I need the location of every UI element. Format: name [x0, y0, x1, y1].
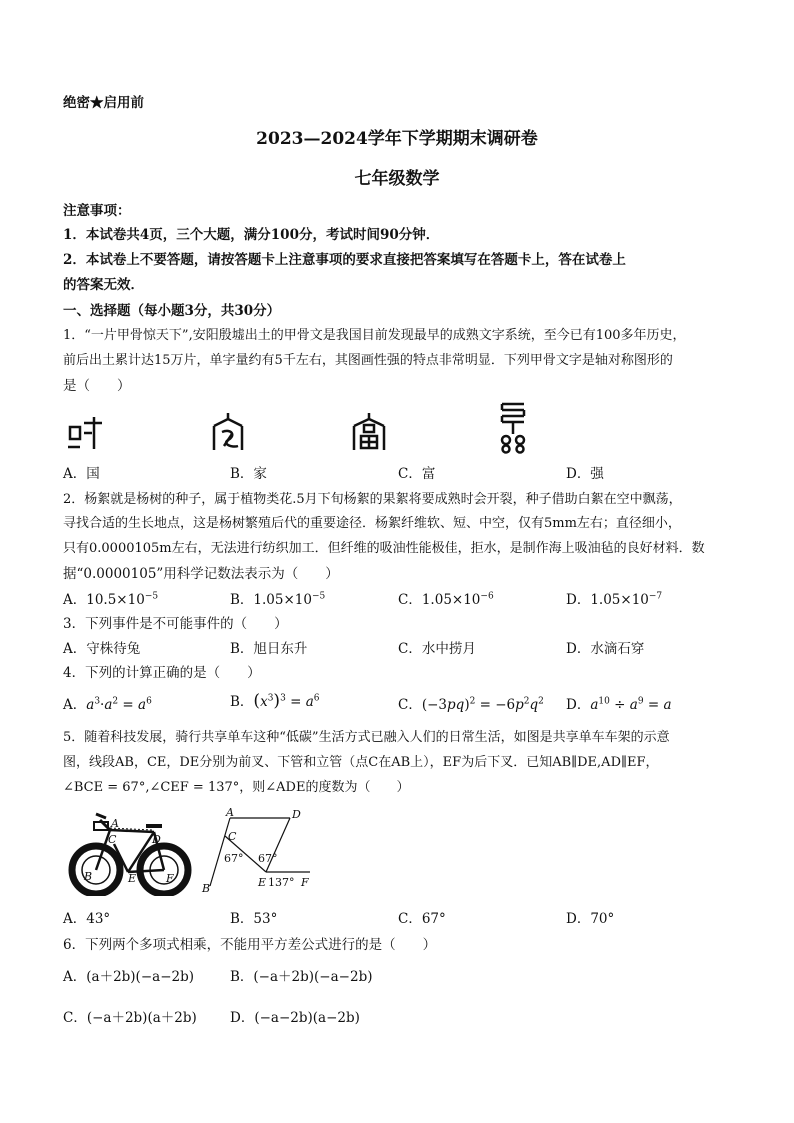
- q1-option-a[interactable]: A．国: [63, 466, 100, 482]
- q2-line-4: 据“0.0000105”用科学记数法表示为（ ）: [63, 566, 339, 582]
- notes-line-1: 1．本试卷共4页，三个大题，满分100分，考试时间90分钟．: [63, 227, 440, 243]
- angle-cef-label: 137°: [268, 876, 295, 889]
- q2-line-3: 只有0.0000105m左右，无法进行纺织加工．但纤维的吸油性能极佳，拒水，是制作海上吸油毡的良好材料．数: [63, 541, 705, 556]
- q6-option-a[interactable]: A．(a＋2b)(−a−2b): [63, 969, 194, 985]
- q6-option-d[interactable]: D．(−a−2b)(a−2b): [230, 1010, 360, 1026]
- angle-ced-label: 67°: [258, 852, 278, 865]
- exam-title: 2023—2024学年下学期期末调研卷: [256, 129, 538, 149]
- q5-option-d[interactable]: D．70°: [566, 911, 615, 927]
- bike-label-f: F: [166, 872, 174, 885]
- q3-option-b[interactable]: B．旭日东升: [230, 641, 308, 657]
- q6-line-1: 6．下列两个多项式相乘，不能用平方差公式进行的是（ ）: [63, 937, 437, 953]
- q5-option-a[interactable]: A．43°: [63, 911, 111, 927]
- q3-option-c[interactable]: C．水中捞月: [398, 641, 476, 657]
- oracle-glyph-fu-icon: [349, 410, 389, 454]
- q4-option-b[interactable]: B．$(x^3)^3 = a^6$: [230, 691, 320, 711]
- q1-line-1: 1．“一片甲骨惊天下”,安阳殷墟出土的甲骨文是我国目前发现最早的成熟文字系统，至今已有100多年历史，: [63, 328, 686, 343]
- q5-line-2: 图，线段AB，CE，DE分别为前叉、下管和立管（点C在AB上），EF为后下叉．已知AB∥DE,AD∥EF，: [63, 755, 659, 770]
- q6-option-b[interactable]: B．(−a＋2b)(−a−2b): [230, 969, 373, 985]
- q2-option-a[interactable]: A．$10.5\times 10^{-5}$: [63, 591, 159, 608]
- q4-option-a[interactable]: A．$a^3\cdot a^2 = a^6$: [63, 696, 152, 713]
- oracle-glyph-qiang-icon: [498, 400, 532, 454]
- bike-label-d: D: [152, 833, 161, 846]
- bike-label-a: A: [111, 817, 119, 830]
- q3-line-1: 3．下列事件是不可能事件的（ ）: [63, 616, 288, 632]
- label-d: D: [292, 808, 301, 821]
- bike-label-b: B: [84, 870, 93, 883]
- q5-option-c[interactable]: C．67°: [398, 911, 446, 927]
- q2-line-2: 寻找合适的生长地点，这是杨树繁殖后代的重要途径．杨絮纤维软、短、中空，仅有5mm左右；直径细小，: [63, 516, 681, 531]
- angle-bce-label: 67°: [224, 852, 244, 865]
- q5-line-1: 5．随着科技发展，骑行共享单车这种“低碳”生活方式已融入人们的日常生活，如图是共享单车车架的示意: [63, 730, 670, 745]
- notes-heading: 注意事项：: [63, 203, 131, 219]
- q1-option-d[interactable]: D．强: [566, 466, 604, 482]
- q5-option-b[interactable]: B．53°: [230, 911, 278, 927]
- q4-option-c[interactable]: C．$(-3pq)^2 = -6p^2q^2$: [398, 696, 544, 713]
- notes-line-2b: 的答案无效．: [63, 277, 144, 293]
- q1-line-2: 前后出土累计达15万片，单字量约有5千左右，其图画性强的特点非常明显．下列甲骨文字是轴对称图形的: [63, 353, 673, 368]
- bike-label-c: C: [108, 833, 117, 846]
- label-e: E: [258, 876, 267, 889]
- q2-option-c[interactable]: C．$1.05\times 10^{-6}$: [398, 591, 494, 608]
- q1-option-b[interactable]: B．家: [230, 466, 267, 482]
- q3-option-a[interactable]: A．守株待兔: [63, 641, 141, 657]
- q3-option-d[interactable]: D．水滴石穿: [566, 641, 645, 657]
- q1-option-c[interactable]: C．富: [398, 466, 436, 482]
- q2-option-b[interactable]: B．$1.05\times 10^{-5}$: [230, 591, 326, 608]
- bike-label-e: E: [128, 872, 137, 885]
- label-f: F: [301, 876, 309, 889]
- label-c: C: [228, 830, 237, 843]
- q4-option-d[interactable]: D．$a^{10} \div a^9 = a$: [566, 696, 672, 713]
- exam-subtitle: 七年级数学: [354, 169, 440, 189]
- label-b: B: [202, 882, 211, 895]
- q4-line-1: 4．下列的计算正确的是（ ）: [63, 665, 261, 681]
- frame-geometry-diagram: [200, 806, 320, 896]
- q5-line-3: ∠BCE = 67°,∠CEF = 137°，则∠ADE的度数为（ ）: [63, 780, 410, 795]
- q6-option-c[interactable]: C．(−a＋2b)(a＋2b): [63, 1010, 197, 1026]
- label-a: A: [226, 806, 234, 819]
- notes-line-2a: 2．本试卷上不要答题，请按答题卡上注意事项的要求直接把答案填写在答题卡上，答在试卷上: [63, 252, 626, 268]
- oracle-glyph-guo-icon: [66, 413, 106, 453]
- section-1-heading: 一、选择题（每小题3分，共30分）: [63, 303, 281, 319]
- secret-label: 绝密★启用前: [63, 95, 144, 111]
- q2-option-d[interactable]: D．$1.05\times 10^{-7}$: [566, 591, 663, 608]
- q2-line-1: 2．杨絮就是杨树的种子，属于植物类花.5月下旬杨絮的果絮将要成熟时会开裂，种子借助白絮在空中飘荡，: [63, 492, 682, 507]
- oracle-glyph-jia-icon: [208, 410, 248, 454]
- bicycle-illustration: [66, 810, 194, 896]
- q1-line-3: 是（ ）: [63, 378, 131, 394]
